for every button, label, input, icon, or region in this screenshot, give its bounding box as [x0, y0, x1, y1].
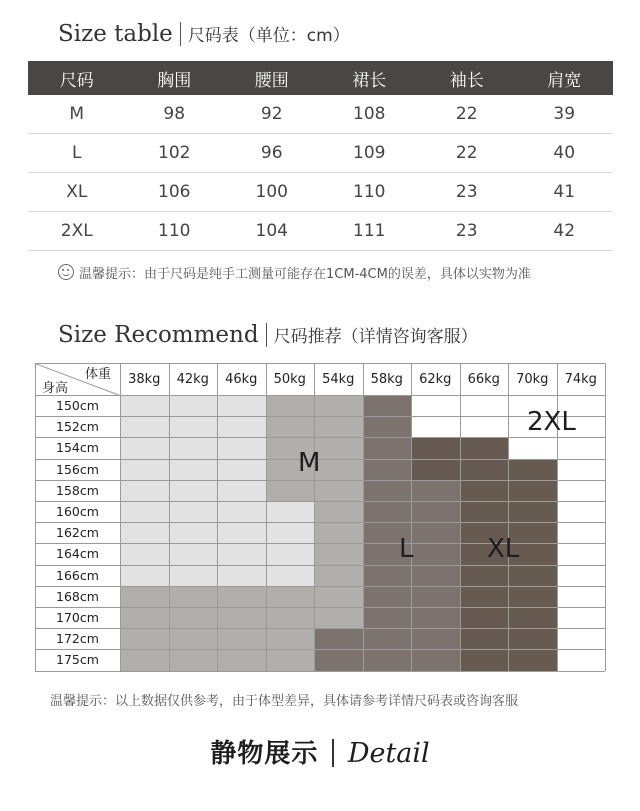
weight-header: 46kg	[225, 371, 258, 387]
grid-cell-m	[266, 628, 315, 649]
grid-cell-2xl	[508, 459, 557, 480]
table-cell: 96	[223, 134, 321, 173]
grid-cell-blank	[217, 459, 266, 480]
size-table-note	[58, 263, 531, 282]
grid-cell-blank	[169, 416, 218, 437]
grid-cell-blank	[169, 522, 218, 543]
grid-cell-m	[120, 649, 169, 670]
height-label: 160cm	[56, 504, 99, 520]
grid-cell-l	[411, 607, 460, 628]
size-table-note-text: 温馨提示：由于尺码是纯手工测量可能存在1CM-4CM的误差，具体以实物为准	[79, 267, 531, 282]
grid-cell-l	[363, 437, 412, 458]
grid-cell-empty	[460, 416, 509, 437]
grid-cell-empty	[557, 437, 606, 458]
grid-cell-empty	[557, 480, 606, 501]
table-cell: 111	[321, 212, 419, 251]
weight-header: 54kg	[322, 371, 355, 387]
grid-cell-m	[314, 395, 363, 416]
table-cell: 108	[321, 95, 419, 134]
grid-line	[169, 363, 170, 671]
grid-line	[217, 363, 218, 671]
grid-line	[35, 671, 605, 672]
grid-cell-m	[314, 437, 363, 458]
grid-cell-blank	[120, 522, 169, 543]
weight-header: 58kg	[370, 371, 403, 387]
grid-cell-l	[363, 628, 412, 649]
grid-cell-empty	[460, 395, 509, 416]
grid-cell-m	[314, 416, 363, 437]
grid-cell-m	[314, 501, 363, 522]
height-label: 170cm	[56, 610, 99, 626]
table-cell: 23	[418, 173, 516, 212]
table-row	[28, 212, 613, 251]
title-divider	[180, 22, 181, 46]
table-row	[28, 95, 613, 134]
grid-cell-blank	[169, 501, 218, 522]
height-label: 166cm	[56, 567, 99, 583]
grid-cell-m	[169, 649, 218, 670]
grid-cell-m	[266, 395, 315, 416]
grid-cell-blank	[217, 501, 266, 522]
grid-cell-2xl	[508, 628, 557, 649]
grid-cell-empty	[557, 522, 606, 543]
grid-cell-blank	[120, 395, 169, 416]
grid-cell-empty	[557, 501, 606, 522]
height-label: 164cm	[56, 546, 99, 562]
grid-cell-m	[217, 628, 266, 649]
corner-weight-label: 体重	[84, 366, 111, 382]
grid-cell-l	[363, 501, 412, 522]
detail-section-title	[0, 733, 640, 770]
size-zone-label-m: M	[298, 448, 321, 478]
table-cell: 39	[516, 95, 614, 134]
weight-header: 74kg	[564, 371, 597, 387]
grid-cell-l	[363, 586, 412, 607]
table-cell: 110	[126, 212, 224, 251]
detail-title-zh: 静物展示	[210, 739, 319, 769]
grid-cell-empty	[557, 607, 606, 628]
grid-line	[35, 395, 605, 396]
grid-cell-m	[314, 543, 363, 564]
table-cell: 109	[321, 134, 419, 173]
grid-cell-empty	[411, 416, 460, 437]
grid-line	[35, 649, 605, 650]
grid-cell-blank	[120, 565, 169, 586]
grid-cell-empty	[557, 628, 606, 649]
grid-cell-l	[411, 565, 460, 586]
grid-cell-m	[314, 522, 363, 543]
grid-cell-m	[217, 586, 266, 607]
grid-cell-l	[363, 480, 412, 501]
height-label: 158cm	[56, 482, 99, 498]
grid-cell-blank	[120, 416, 169, 437]
grid-cell-blank	[217, 416, 266, 437]
height-label: 156cm	[56, 461, 99, 477]
table-cell: M	[28, 95, 126, 134]
grid-cell-m	[217, 649, 266, 670]
height-label: 168cm	[56, 588, 99, 604]
grid-cell-blank	[266, 522, 315, 543]
height-label: 172cm	[56, 631, 99, 647]
grid-line	[35, 437, 605, 438]
size-table-header-row	[28, 61, 613, 95]
grid-cell-empty	[508, 437, 557, 458]
recommend-note: 温馨提示：以上数据仅供参考，由于体型差异，具体请参考详情尺码表或咨询客服	[50, 694, 519, 709]
grid-cell-m	[314, 607, 363, 628]
grid-cell-m	[266, 649, 315, 670]
grid-cell-m	[314, 586, 363, 607]
grid-cell-xl	[460, 565, 509, 586]
grid-cell-blank	[169, 437, 218, 458]
grid-cell-m	[120, 628, 169, 649]
grid-cell-xl	[460, 459, 509, 480]
grid-cell-l	[314, 649, 363, 670]
grid-cell-xl	[460, 501, 509, 522]
height-label: 162cm	[56, 525, 99, 541]
table-cell: L	[28, 134, 126, 173]
grid-cell-blank	[120, 480, 169, 501]
grid-cell-m	[266, 480, 315, 501]
grid-cell-xl	[460, 628, 509, 649]
grid-line	[35, 607, 605, 608]
grid-cell-blank	[120, 459, 169, 480]
grid-cell-xl	[411, 459, 460, 480]
grid-cell-2xl	[508, 565, 557, 586]
grid-cell-xl	[411, 437, 460, 458]
recommend-title-en: Size Recommend	[58, 322, 259, 348]
grid-cell-empty	[557, 543, 606, 564]
weight-header: 38kg	[128, 371, 161, 387]
grid-line	[35, 565, 605, 566]
grid-cell-2xl	[508, 501, 557, 522]
table-cell: 41	[516, 173, 614, 212]
weight-header: 66kg	[467, 371, 500, 387]
table-cell: 106	[126, 173, 224, 212]
grid-cell-l	[363, 416, 412, 437]
grid-line	[411, 363, 412, 671]
grid-cell-blank	[120, 501, 169, 522]
header-chest: 胸围	[126, 61, 224, 95]
grid-line	[363, 363, 364, 671]
grid-cell-blank	[120, 437, 169, 458]
grid-cell-blank	[266, 543, 315, 564]
grid-line	[35, 501, 605, 502]
height-label: 154cm	[56, 440, 99, 456]
size-table	[28, 61, 613, 251]
grid-cell-l	[411, 586, 460, 607]
grid-cell-empty	[557, 459, 606, 480]
header-sleeve-length: 袖长	[418, 61, 516, 95]
grid-cell-blank	[217, 543, 266, 564]
grid-line	[508, 363, 509, 671]
grid-cell-l	[363, 395, 412, 416]
grid-cell-blank	[217, 522, 266, 543]
table-cell: 2XL	[28, 212, 126, 251]
corner-height-label: 身高	[41, 380, 68, 396]
grid-cell-xl	[460, 649, 509, 670]
height-label: 150cm	[56, 398, 99, 414]
grid-cell-l	[411, 501, 460, 522]
grid-line	[266, 363, 267, 671]
size-zone-label-2xl: 2XL	[527, 407, 576, 437]
grid-cell-l	[363, 459, 412, 480]
grid-cell-blank	[169, 395, 218, 416]
weight-header: 62kg	[419, 371, 452, 387]
header-size: 尺码	[28, 61, 126, 95]
height-label: 175cm	[56, 652, 99, 668]
size-table-title	[58, 21, 350, 47]
grid-cell-m	[266, 586, 315, 607]
grid-line	[35, 628, 605, 629]
size-table-title-en: Size table	[58, 21, 173, 47]
detail-title-en: Detail	[347, 738, 430, 769]
grid-cell-l	[363, 565, 412, 586]
size-zone-label-xl: XL	[487, 534, 520, 564]
grid-cell-xl	[460, 607, 509, 628]
table-cell: 22	[418, 134, 516, 173]
grid-cell-m	[169, 628, 218, 649]
weight-header: 50kg	[273, 371, 306, 387]
table-cell: 110	[321, 173, 419, 212]
grid-cell-l	[411, 522, 460, 543]
table-row	[28, 173, 613, 212]
size-zone-label-l: L	[399, 534, 414, 564]
grid-cell-blank	[169, 459, 218, 480]
grid-cell-l	[411, 543, 460, 564]
grid-cell-m	[314, 480, 363, 501]
grid-cell-2xl	[508, 649, 557, 670]
header-skirt-length: 裙长	[321, 61, 419, 95]
grid-cell-2xl	[508, 480, 557, 501]
grid-line	[605, 363, 606, 671]
table-cell: 98	[126, 95, 224, 134]
grid-line	[314, 363, 315, 671]
weight-header: 42kg	[176, 371, 209, 387]
title-divider	[266, 323, 267, 347]
grid-line	[120, 363, 121, 671]
table-cell: 104	[223, 212, 321, 251]
recommend-title-zh: 尺码推荐（详情咨询客服）	[273, 327, 478, 347]
grid-cell-blank	[169, 565, 218, 586]
grid-line	[35, 480, 605, 481]
table-cell: 102	[126, 134, 224, 173]
size-recommend-grid	[35, 363, 605, 675]
size-table-title-zh: 尺码表（单位：cm）	[187, 26, 350, 46]
grid-line	[35, 586, 605, 587]
grid-cell-blank	[169, 543, 218, 564]
grid-line	[35, 416, 605, 417]
grid-cell-blank	[217, 395, 266, 416]
grid-cell-m	[217, 607, 266, 628]
table-cell: 42	[516, 212, 614, 251]
table-cell: 23	[418, 212, 516, 251]
grid-cell-l	[411, 628, 460, 649]
table-cell: 40	[516, 134, 614, 173]
grid-cell-blank	[169, 480, 218, 501]
table-cell: 22	[418, 95, 516, 134]
table-row	[28, 134, 613, 173]
grid-cell-l	[411, 649, 460, 670]
grid-cell-l	[363, 649, 412, 670]
grid-line	[35, 543, 605, 544]
grid-cell-xl	[460, 480, 509, 501]
grid-cell-m	[169, 586, 218, 607]
table-cell: 92	[223, 95, 321, 134]
grid-cell-xl	[460, 586, 509, 607]
title-divider	[332, 739, 334, 767]
grid-cell-m	[120, 586, 169, 607]
grid-cell-l	[363, 607, 412, 628]
height-label: 152cm	[56, 419, 99, 435]
grid-cell-m	[314, 565, 363, 586]
grid-cell-blank	[217, 565, 266, 586]
grid-cell-blank	[217, 480, 266, 501]
grid-cell-m	[169, 607, 218, 628]
header-waist: 腰围	[223, 61, 321, 95]
grid-cell-m	[314, 459, 363, 480]
grid-cell-blank	[266, 565, 315, 586]
table-cell: 100	[223, 173, 321, 212]
grid-cell-empty	[411, 395, 460, 416]
grid-cell-empty	[557, 565, 606, 586]
header-shoulder-width: 肩宽	[516, 61, 614, 95]
grid-line	[35, 522, 605, 523]
grid-cell-l	[314, 628, 363, 649]
grid-line	[460, 363, 461, 671]
grid-cell-2xl	[508, 586, 557, 607]
grid-cell-empty	[557, 586, 606, 607]
grid-cell-l	[411, 480, 460, 501]
smile-icon	[58, 264, 74, 280]
grid-cell-blank	[217, 437, 266, 458]
recommend-title	[58, 322, 478, 348]
grid-cell-blank	[120, 543, 169, 564]
grid-cell-blank	[266, 501, 315, 522]
weight-header: 70kg	[516, 371, 549, 387]
grid-cell-m	[120, 607, 169, 628]
grid-cell-empty	[557, 649, 606, 670]
grid-cell-xl	[460, 437, 509, 458]
table-cell: XL	[28, 173, 126, 212]
grid-cell-m	[266, 416, 315, 437]
grid-cell-m	[266, 607, 315, 628]
grid-cell-2xl	[508, 607, 557, 628]
